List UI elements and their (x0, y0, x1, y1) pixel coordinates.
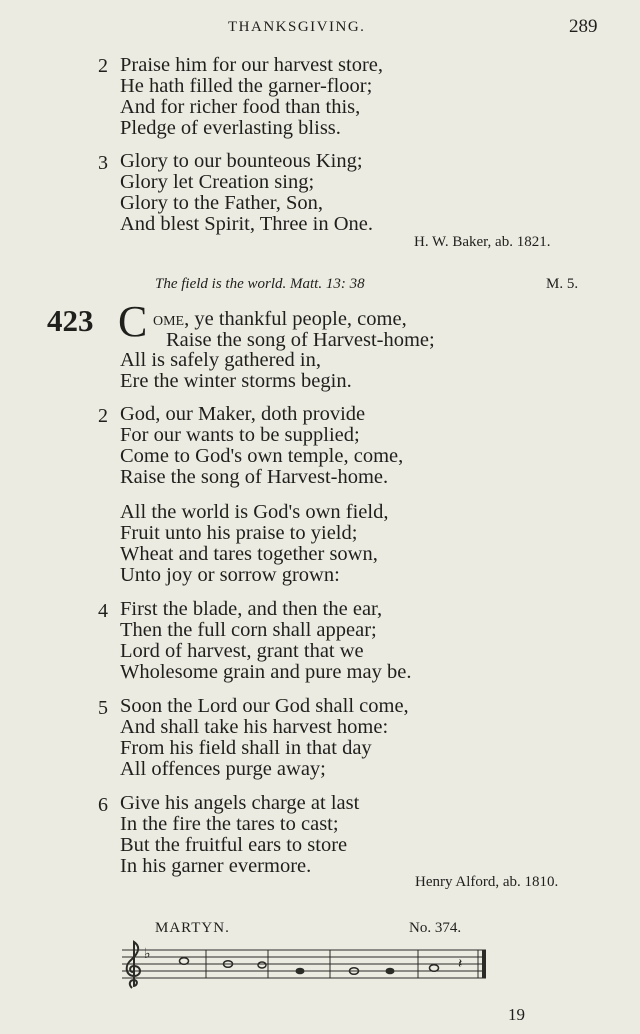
treble-clef-icon (127, 942, 140, 988)
scripture-epigraph: The field is the world. Matt. 13: 38 (155, 276, 365, 292)
rest-icon: 𝄽 (458, 956, 463, 972)
verse-line: Praise him for our harvest store, (120, 54, 384, 76)
note-head (430, 965, 439, 972)
verse-line: Wholesome grain and pure may be. (120, 661, 412, 683)
verse-line: Unto joy or sorrow grown: (120, 564, 340, 586)
flat-sign-icon: ♭ (144, 946, 151, 962)
stanza-number: 2 (98, 405, 108, 427)
end-bar (482, 950, 486, 978)
tune-number: No. 374. (409, 920, 462, 936)
signature-mark: 19 (508, 1005, 525, 1024)
verse-line: But the fruitful ears to store (120, 834, 348, 856)
verse-line: He hath filled the garner-floor; (120, 75, 373, 97)
verse-line: And blest Spirit, Three in One. (120, 213, 373, 235)
music-staff (118, 938, 490, 996)
note-head (180, 958, 189, 965)
verse-line: From his field shall in that day (120, 737, 372, 759)
meter-label: M. 5. (546, 276, 579, 292)
verse-line: In his garner evermore. (120, 855, 312, 877)
stanza-number: 2 (98, 55, 108, 77)
verse-line: Come to God's own temple, come, (120, 445, 404, 467)
verse-line: Then the full corn shall appear; (120, 619, 377, 641)
verse-line: Lord of harvest, grant that we (120, 640, 364, 662)
note-head (296, 968, 305, 975)
staff-lines (122, 950, 486, 978)
verse-line: In the fire the tares to cast; (120, 813, 339, 835)
verse-line: Raise the song of Harvest-home. (120, 466, 389, 488)
verse-line: Wheat and tares together sown, (120, 543, 378, 565)
first-line-rest: ye thankful people, come, (189, 308, 407, 330)
verse-line: Raise the song of Harvest-home; (166, 329, 435, 351)
stanza-number: 3 (98, 152, 108, 174)
first-word: ome, (153, 308, 190, 330)
verse-line: Give his angels charge at last (120, 792, 360, 814)
verse-line: And for richer food than this, (120, 96, 361, 118)
hymn-number: 423 (47, 303, 94, 338)
author-attribution: H. W. Baker, ab. 1821. (414, 234, 551, 250)
verse-line: Glory to the Father, Son, (120, 192, 324, 214)
verse-line: For our wants to be supplied; (120, 424, 360, 446)
verse-line: Ere the winter storms begin. (120, 370, 352, 392)
page-number: 289 (569, 16, 598, 37)
verse-line: Pledge of everlasting bliss. (120, 117, 341, 139)
note-head (386, 968, 395, 975)
author-attribution: Henry Alford, ab. 1810. (415, 874, 559, 890)
verse-line: Glory let Creation sing; (120, 171, 315, 193)
tune-name: MARTYN. (155, 920, 230, 936)
verse-line: And shall take his harvest home: (120, 716, 389, 738)
verse-line: All the world is God's own field, (120, 501, 389, 523)
verse-line: All offences purge away; (120, 758, 326, 780)
verse-line: Soon the Lord our God shall come, (120, 695, 409, 717)
stanza-number: 6 (98, 794, 108, 816)
verse-line: All is safely gathered in, (120, 349, 321, 371)
note-head (258, 962, 266, 968)
stanza-number: 4 (98, 600, 108, 622)
verse-line: First the blade, and then the ear, (120, 598, 383, 620)
verse-line: God, our Maker, doth provide (120, 403, 366, 425)
running-header: THANKSGIVING. (228, 19, 366, 35)
stanza-number: 5 (98, 697, 108, 719)
drop-capital: C (118, 297, 148, 346)
first-line (153, 309, 407, 330)
verse-line: Fruit unto his praise to yield; (120, 522, 358, 544)
verse-line: Glory to our bounteous King; (120, 150, 363, 172)
